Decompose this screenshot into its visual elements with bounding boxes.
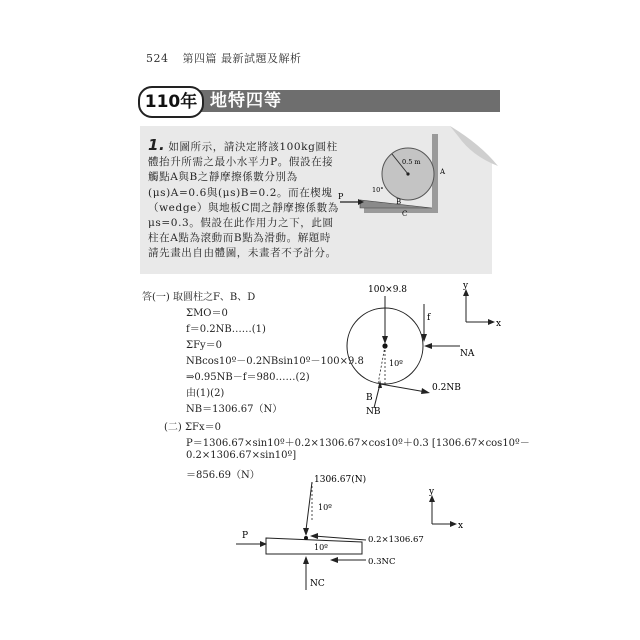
question-text-block — [148, 138, 340, 262]
question-text: 如圖所示，請決定將該100kg圓柱體抬升所需之最小水平力P。假設在接觸點A與B之靜摩擦係數分別為(μs)A=0.6與(μs)B=0.2。而在楔塊（wedge）與地板C間之靜摩擦係數為μs=0.3。假設在此作用力之下，此圓柱在A點為滾動而B點為滑動。解題時請先畫出自由體圖，未畫者不予計分。 — [148, 141, 339, 260]
answer-mark: 答 — [142, 292, 152, 303]
force-friction-arrow — [380, 384, 426, 392]
label-angle-wedge: 10º — [314, 543, 328, 552]
answer-line: f＝0.2NB……(1) — [186, 324, 266, 335]
page-number: 524 — [146, 52, 169, 65]
free-body-diagram-cylinder — [340, 280, 510, 420]
answer-line: ΣFy＝0 — [186, 340, 223, 351]
label-friction: 0.2×1306.67 — [368, 535, 424, 545]
answer-line: 0.2×1306.67×sin10º] — [186, 450, 297, 461]
page-curl-decoration — [450, 126, 498, 166]
label-a: A — [440, 168, 446, 176]
label-na: NA — [460, 349, 475, 359]
answer-line: P＝1306.67×sin10º＋0.2×1306.67×cos10º＋0.3 [1306.67×cos10º－ — [186, 438, 530, 449]
label-p: P — [338, 192, 344, 201]
page-header — [146, 50, 302, 66]
chapter-title: 第四篇 最新試題及解析 — [182, 52, 302, 65]
label-radius: 0.5 m — [402, 158, 421, 166]
answer-line: 由(1)(2) — [186, 388, 225, 399]
answer-line: ⇒0.95NB－f＝980……(2) — [186, 372, 310, 383]
answer-line: NB＝1306.67（N） — [186, 404, 283, 415]
force-friction-arrow — [314, 536, 366, 540]
label-angle: 10° — [372, 186, 384, 194]
question-number: 1. — [148, 136, 166, 154]
label-f: f — [427, 313, 431, 323]
banner-title: 地特四等 — [210, 91, 282, 111]
answer-part1-title: 答(一) 取圓柱之F、B、D — [142, 292, 256, 303]
label-force: 1306.67(N) — [314, 475, 367, 485]
label-axis-x: x — [496, 319, 502, 329]
problem-figure — [336, 130, 448, 216]
answer-line: NBcos10º－0.2NBsin10º－100×9.8 — [186, 356, 364, 367]
label-axis-y: y — [463, 281, 469, 291]
label-c: C — [402, 210, 408, 216]
label-p: P — [242, 531, 249, 541]
answer-part2-title: (二) ΣFx＝0 — [164, 422, 221, 433]
label-friction: 0.2NB — [432, 383, 461, 393]
floor — [364, 208, 438, 213]
label-angle-top: 10º — [318, 503, 332, 512]
free-body-diagram-wedge — [236, 470, 476, 600]
label-nb: NB — [366, 407, 381, 417]
label-angle-10: 10º — [389, 359, 403, 368]
answer-line: ΣMO＝0 — [186, 308, 228, 319]
section-banner — [138, 86, 500, 116]
label-b: B — [366, 393, 373, 403]
label-axis-y: y — [429, 487, 435, 497]
label-nc: NC — [310, 579, 325, 589]
answer-line: ＝856.69（N） — [186, 470, 260, 481]
year-pill: 110年 — [138, 86, 204, 118]
label-floor-friction: 0.3NC — [368, 557, 396, 567]
label-b: B — [396, 198, 402, 206]
label-axis-x: x — [458, 521, 464, 531]
label-weight: 100×9.8 — [368, 285, 408, 295]
